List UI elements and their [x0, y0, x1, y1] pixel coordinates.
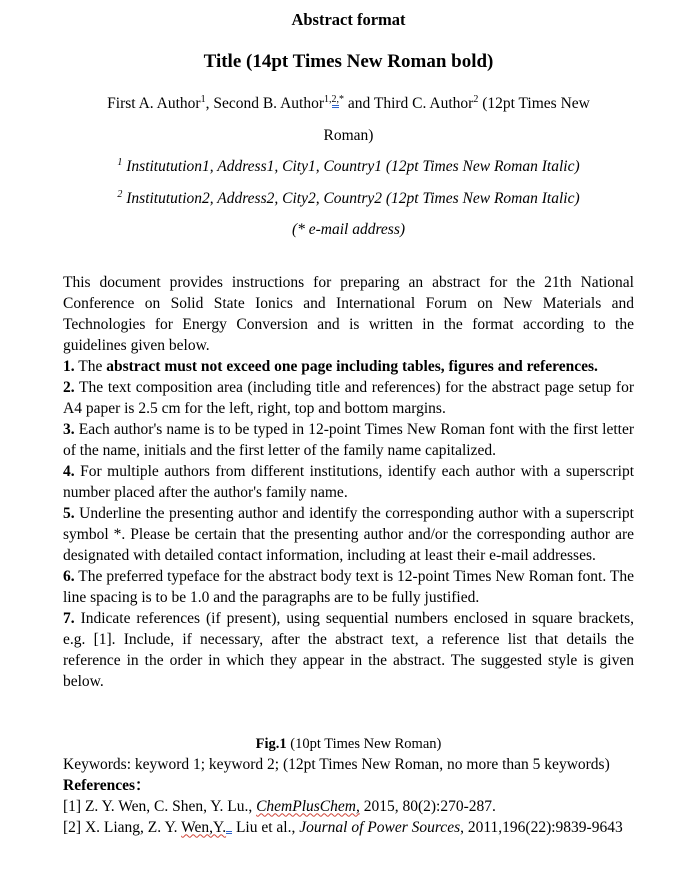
guideline-2-number: 2. [63, 378, 75, 396]
guideline-5 [63, 503, 634, 566]
affiliation-1 [63, 151, 634, 183]
guideline-1-number: 1. [63, 357, 75, 375]
guideline-5-number: 5. [63, 504, 75, 522]
guideline-1-bold-text: abstract must not exceed one page including tables, figures and references. [106, 357, 598, 375]
title-placeholder: Title (14pt Times New Roman bold) [203, 51, 494, 72]
guideline-7 [63, 608, 634, 692]
references-list [63, 796, 634, 838]
figure-caption-note: (10pt Times New Roman) [286, 735, 442, 752]
guideline-5-text: Underline the presenting author and identify the corresponding author with a superscript symbol *. Please be certain that the presenting author and/or the corresponding author are designated with detailed contact information, including at least their e-mail addresses. [63, 504, 634, 564]
guideline-3-text: Each author's name is to be typed in 12-point Times New Roman font with the first letter of the name, initials and the first letter of the family name capitalized. [63, 420, 634, 459]
author-2-superscript-grammar-underlined: 2, [332, 94, 340, 108]
guideline-2-text: The text composition area (including title and references) for the abstract page setup for A4 paper is 2.5 cm for the left, right, top and bottom margins. [63, 378, 634, 417]
body-section [63, 272, 634, 692]
reference-1-details: 2015, 80(2):270-287. [359, 797, 496, 815]
reference-2-journal: Journal of Power Sources [299, 818, 461, 836]
author-1-superscript: 1 [200, 93, 206, 105]
reference-2-authors-cont: Liu et al., [232, 818, 300, 836]
author-line-wrap: Roman) [323, 126, 374, 144]
keywords-line: Keywords: keyword 1; keyword 2; (12pt Times New Roman, no more than 5 keywords) [63, 755, 610, 773]
guideline-1 [63, 356, 634, 377]
reference-1-authors: [1] Z. Y. Wen, C. Shen, Y. Lu., [63, 797, 257, 815]
reference-2-authors: [2] X. Liang, Z. Y. [63, 818, 182, 836]
author-block [63, 88, 634, 246]
reference-2 [63, 817, 634, 838]
reference-1 [63, 796, 634, 817]
affiliation-1-superscript: 1 [117, 156, 123, 168]
guideline-4 [63, 461, 634, 503]
guideline-3 [63, 419, 634, 461]
author-line-note: (12pt Times New [478, 95, 590, 112]
guideline-3-number: 3. [63, 420, 75, 438]
guideline-4-text: For multiple authors from different institutions, identify each author with a superscript number placed after the author's family name. [63, 462, 634, 501]
author-3-superscript: 2 [473, 93, 479, 105]
affiliation-1-text: Institutution1, Address1, City1, Country1 (12pt Times New Roman Italic) [122, 158, 580, 175]
guideline-4-number: 4. [63, 462, 75, 480]
reference-1-journal-spellcheck: ChemPlusChem, [256, 797, 360, 815]
author-3-name: and Third C. Author [344, 95, 474, 112]
affiliation-2-superscript: 2 [117, 188, 123, 200]
affiliation-2 [63, 183, 634, 215]
email-note: (* e-mail address) [291, 221, 406, 238]
reference-2-details: , 2011,196(22):9839-9643 [460, 818, 623, 836]
author-2-superscript-asterisk: * [339, 93, 344, 105]
guideline-2 [63, 377, 634, 419]
affiliation-2-text: Institutution2, Address2, City2, Country2 (12pt Times New Roman Italic) [122, 189, 580, 207]
guideline-6-text: The preferred typeface for the abstract body text is 12-point Times New Roman font. The line spacing is to be 1.0 and the paragraphs are to be fully justified. [63, 567, 634, 606]
guideline-1-text: The [74, 357, 107, 375]
references-heading: References： [63, 776, 151, 794]
reference-2-spellcheck-word: Wen,Y. [181, 818, 227, 836]
author-2-superscript: 1, [324, 93, 332, 105]
document-title: Abstract format [291, 10, 406, 29]
figure-label: Fig.1 [255, 735, 287, 752]
guideline-7-text: Indicate references (if present), using sequential numbers enclosed in square brackets, e.g. [1]. Include, if necessary, after the abstract text, a reference list that details the reference in the order in which they appear in the abstract. The suggested style is given below. [63, 609, 634, 690]
guideline-6 [63, 566, 634, 608]
author-line [63, 88, 634, 120]
guideline-7-number: 7. [63, 609, 75, 627]
guideline-6-number: 6. [63, 567, 75, 585]
author-2-name: , Second B. Author [205, 95, 324, 112]
figure-caption [63, 734, 634, 754]
intro-paragraph: This document provides instructions for preparing an abstract for the 21th National Conference on Solid State Ionics and International Forum on New Materials and Technologies for Energy Conversion and is written in the format according to the guidelines given below. [63, 273, 634, 354]
author-1-name: First A. Author [107, 95, 201, 112]
